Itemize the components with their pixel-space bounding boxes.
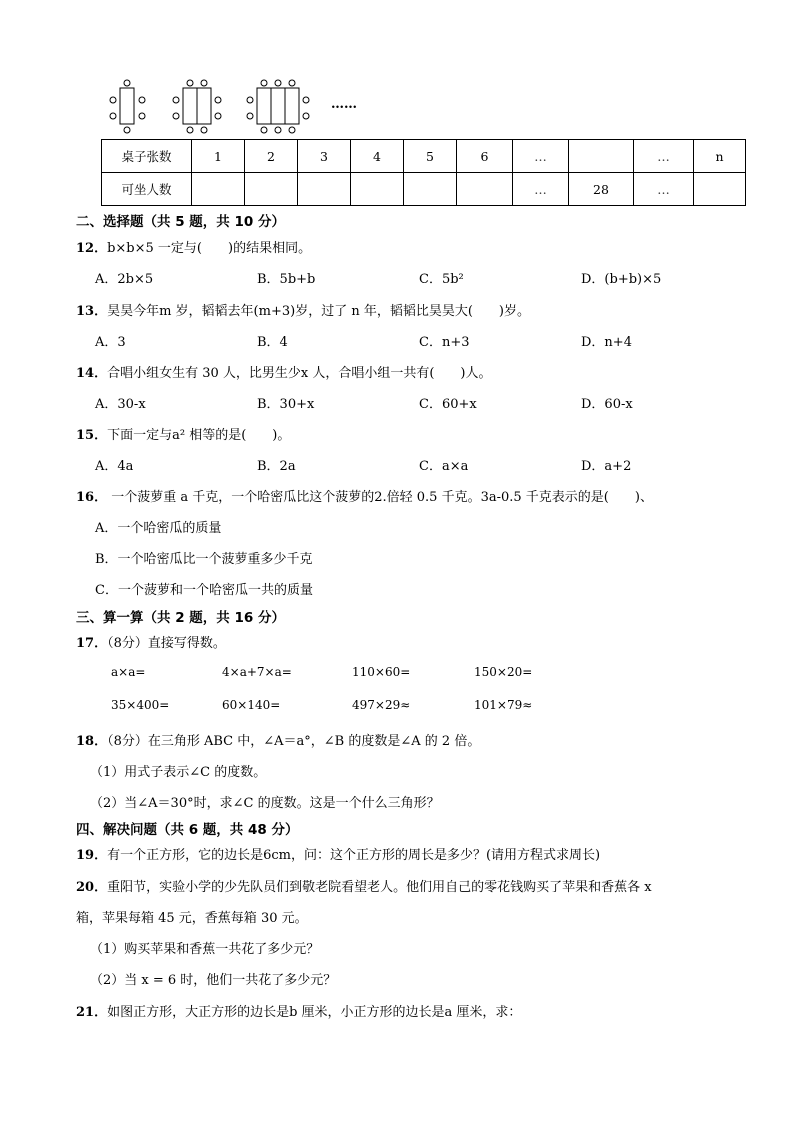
table-cell: 28 (569, 173, 634, 206)
table-row (102, 140, 746, 173)
table-cell: 3 (298, 140, 351, 173)
option: C．n+3 (419, 335, 470, 350)
sub-question: （1）购买苹果和香蕉一共花了多少元？ (90, 942, 320, 957)
question-15 (76, 424, 290, 443)
table-row (102, 173, 746, 206)
section-title: 三、算一算（共 2 题，共 16 分） (76, 610, 285, 626)
option: B．2a (257, 459, 296, 474)
option: C．60+x (419, 397, 477, 412)
sub-question: （2）当∠A＝30°时，求∠C 的度数。这是一个什么三角形？ (90, 796, 440, 811)
calc-item: a×a= (111, 665, 146, 679)
question-number: 15． (76, 428, 108, 443)
table-cell (569, 140, 634, 173)
option: A．30-x (95, 397, 146, 412)
question-16 (76, 486, 653, 505)
option: B．30+x (257, 397, 315, 412)
question-text: 下面一定与a² 相等的是( )。 (107, 428, 291, 443)
question-18 (76, 730, 480, 749)
question-17 (76, 632, 226, 651)
table-cell (404, 173, 457, 206)
section-title: 二、选择题（共 5 题，共 10 分） (76, 214, 285, 230)
question-13 (76, 300, 530, 319)
question-text: 有一个正方形，它的边长是6cm，问：这个正方形的周长是多少？(请用方程式求周长) (107, 848, 601, 863)
sub-question: （1）用式子表示∠C 的度数。 (90, 765, 267, 780)
calc-item: 150×20= (474, 665, 533, 679)
table-cell: n (694, 140, 746, 173)
table-cell (694, 173, 746, 206)
table-cell: 1 (192, 140, 245, 173)
question-text: （8分）在三角形 ABC 中，∠A＝a°，∠B 的度数是∠A 的 2 倍。 (107, 734, 481, 749)
question-21 (76, 1001, 521, 1020)
table-cell: 6 (457, 140, 513, 173)
question-text: （8分）直接写得数。 (107, 636, 226, 651)
option: D．(b+b)×5 (581, 272, 662, 287)
question-text: 一个菠萝重 a 千克，一个哈密瓜比这个菠萝的2.倍轻 0.5 千克。3a-0.5 千克表示的是( )、 (107, 490, 653, 505)
table-cell: … (513, 173, 569, 206)
option: A．2b×5 (95, 272, 154, 287)
figure-ellipsis: …… (331, 97, 357, 112)
question-number: 20． (76, 880, 108, 895)
calc-item: 60×140= (222, 698, 281, 712)
question-number: 16． (76, 490, 108, 505)
question-text-cont: 箱，苹果每箱 45 元，香蕉每箱 30 元。 (76, 911, 308, 926)
option: A．4a (95, 459, 134, 474)
question-number: 21． (76, 1005, 108, 1020)
question-12 (76, 237, 311, 256)
question-text: b×b×5 一定与( )的结果相同。 (107, 241, 312, 256)
table-cell: 桌子张数 (102, 140, 192, 173)
calc-item: 110×60= (352, 665, 411, 679)
section-title: 四、解决问题（共 6 题，共 48 分） (76, 822, 299, 838)
option: A．3 (95, 335, 126, 350)
table-cell: 5 (404, 140, 457, 173)
calc-item: 497×29≈ (352, 698, 411, 712)
question-text: 重阳节，实验小学的少先队员们到敬老院看望老人。他们用自己的零花钱购买了苹果和香蕉各 x (107, 880, 652, 895)
option: D．a+2 (581, 459, 632, 474)
calc-item: 4×a+7×a= (222, 665, 292, 679)
option: A．一个哈密瓜的质量 (95, 521, 222, 536)
option: D．n+4 (581, 335, 632, 350)
option: C．5b² (419, 272, 464, 287)
option: B．4 (257, 335, 288, 350)
table-cell: 4 (351, 140, 404, 173)
question-number: 19． (76, 848, 108, 863)
option: D．60-x (581, 397, 633, 412)
question-number: 17． (76, 636, 108, 651)
table-cell: 可坐人数 (102, 173, 192, 206)
tables-people-table (101, 139, 746, 206)
question-19 (76, 844, 600, 863)
sub-question: （2）当 x = 6 时，他们一共花了多少元？ (90, 973, 337, 988)
question-text: 合唱小组女生有 30 人，比男生少x 人，合唱小组一共有( )人。 (107, 366, 492, 381)
table-cell (192, 173, 245, 206)
table-cell: 2 (245, 140, 298, 173)
option: B．5b+b (257, 272, 316, 287)
question-number: 14． (76, 366, 108, 381)
table-cell: … (634, 173, 694, 206)
question-number: 12． (76, 241, 108, 256)
calc-item: 101×79≈ (474, 698, 533, 712)
question-20 (76, 876, 652, 895)
question-number: 13． (76, 304, 108, 319)
option: C．一个菠萝和一个哈密瓜一共的质量 (95, 583, 313, 598)
question-text: 如图正方形，大正方形的边长是b 厘米，小正方形的边长是a 厘米，求： (107, 1005, 522, 1020)
table-shape (120, 88, 134, 124)
question-number: 18． (76, 734, 108, 749)
option: C．a×a (419, 459, 469, 474)
table-cell (298, 173, 351, 206)
table-cell: … (513, 140, 569, 173)
question-14 (76, 362, 492, 381)
option: B．一个哈密瓜比一个菠萝重多少千克 (95, 552, 313, 567)
table-cell: … (634, 140, 694, 173)
table-cell (351, 173, 404, 206)
table-cell (457, 173, 513, 206)
question-text: 昊昊今年m 岁，韬韬去年(m+3)岁，过了 n 年，韬韬比昊昊大( )岁。 (107, 304, 530, 319)
calc-item: 35×400= (111, 698, 170, 712)
table-cell (245, 173, 298, 206)
